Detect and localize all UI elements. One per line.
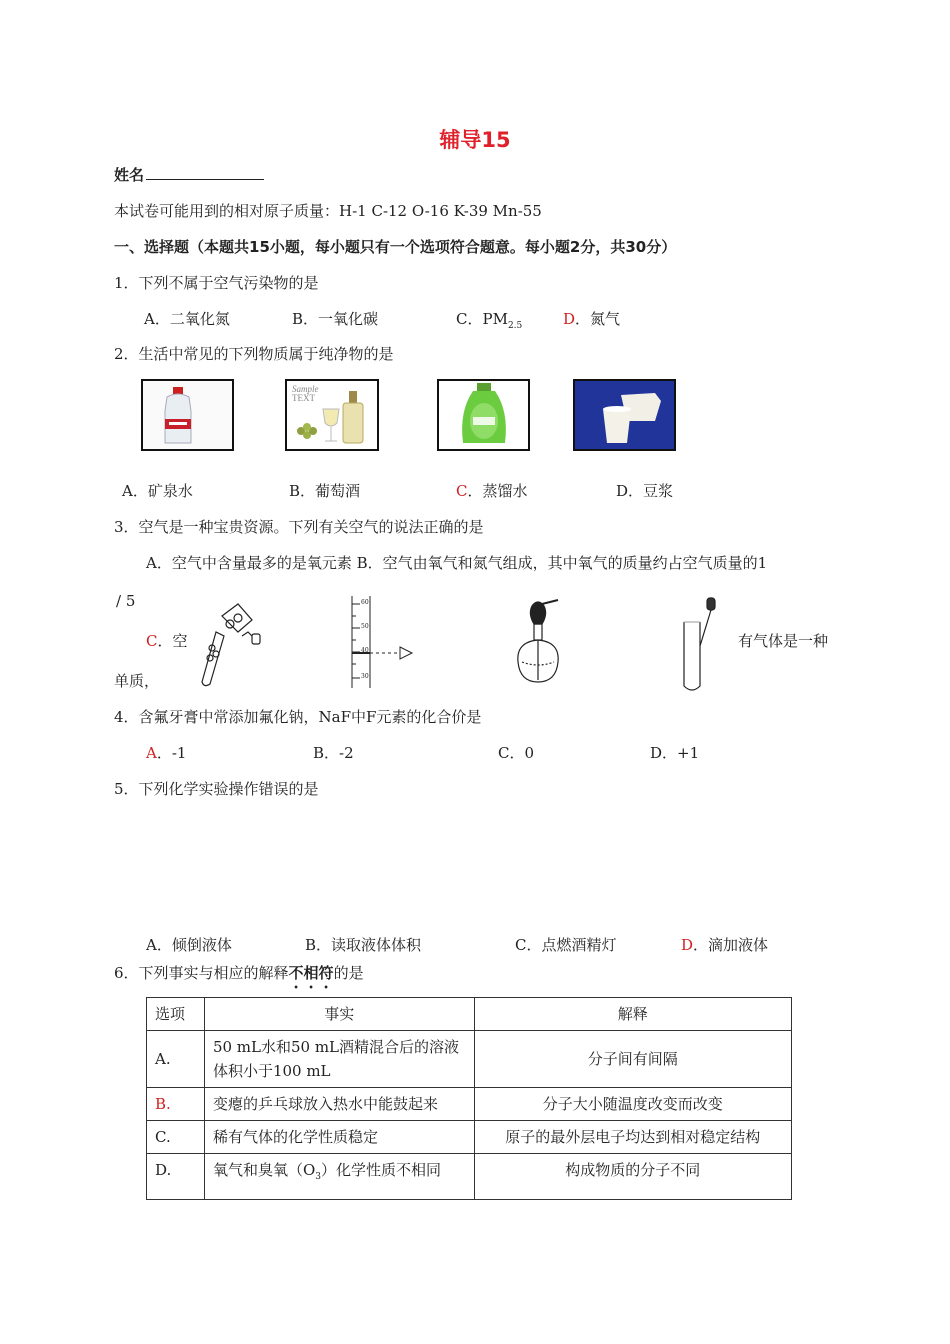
q4-a-letter: A [146, 744, 157, 762]
q1-c-sub: 2.5 [507, 321, 523, 331]
page-title: 辅导15 [439, 128, 511, 152]
q5-option-a[interactable]: A．倾倒液体 [146, 936, 232, 954]
row-reason: 分子间有间隔 [474, 1031, 791, 1088]
q1-c-text: C．PM [456, 310, 508, 328]
row-option: C. [147, 1121, 205, 1154]
row-fact: 稀有气体的化学性质稳定 [204, 1121, 474, 1154]
row-option: A. [147, 1031, 205, 1088]
q2-option-b[interactable]: B．葡萄酒 [289, 482, 361, 500]
q4-option-c[interactable]: C．0 [498, 744, 535, 762]
header-option: 选项 [147, 998, 205, 1031]
name-field[interactable] [114, 164, 264, 185]
q1-option-d[interactable] [563, 308, 620, 329]
row-option: B. [147, 1088, 205, 1121]
row-reason: 原子的最外层电子均达到相对稳定结构 [474, 1121, 791, 1154]
soy-milk-image [573, 379, 676, 451]
q3-c-letter: C [146, 632, 158, 650]
pour-liquid-image [186, 596, 266, 690]
q5-d-text: ．滴加液体 [693, 936, 769, 954]
distilled-water-image [437, 379, 530, 451]
q1-option-c[interactable] [456, 308, 522, 331]
q3-option-c[interactable] [146, 630, 188, 651]
q1-option-a[interactable]: A．二氧化氮 [144, 310, 230, 328]
cyl-label-40: 40 [361, 647, 369, 654]
drip-liquid-image [676, 596, 724, 694]
q1-d-text: ．氮气 [575, 310, 621, 328]
header-fact: 事实 [204, 998, 474, 1031]
q5-option-d[interactable] [681, 934, 768, 955]
row-fact: 50 mL水和50 mL酒精混合后的溶液体积小于100 mL [204, 1031, 474, 1088]
q2-option-d[interactable]: D．豆浆 [616, 482, 674, 500]
q1-option-b[interactable]: B．一氧化碳 [292, 310, 379, 328]
row-fact: 变瘪的乒乓球放入热水中能鼓起来 [204, 1088, 474, 1121]
row-fact-post: ）化学性质不相同 [320, 1161, 441, 1179]
wine-text-label: TEXT [292, 393, 315, 403]
cyl-label-50: 50 [361, 623, 369, 630]
table-row[interactable] [147, 1088, 792, 1121]
q6-stem [114, 962, 364, 992]
cyl-label-60: 60 [361, 599, 369, 606]
table-row[interactable] [147, 1121, 792, 1154]
mineral-water-image [141, 379, 234, 451]
q6-stem-pre: 6．下列事实与相应的解释 [114, 964, 289, 982]
row-fact [204, 1154, 474, 1200]
q6-stem-post: 的是 [333, 964, 364, 982]
q3-tail: 有气体是一种 [738, 632, 829, 650]
q4-stem: 4．含氟牙膏中常添加氟化钠，NaF中F元素的化合价是 [114, 708, 482, 726]
q5-option-c[interactable]: C．点燃酒精灯 [515, 936, 617, 954]
q2-c-letter: C [456, 482, 468, 500]
row-fact-pre: 氧气和臭氧（O [212, 1161, 316, 1179]
wine-image [285, 379, 379, 451]
q2-stem: 2．生活中常见的下列物质属于纯净物的是 [114, 345, 394, 363]
q4-option-d[interactable]: D．+1 [650, 744, 700, 762]
q3-stem: 3．空气是一种宝贵资源。下列有关空气的说法正确的是 [114, 518, 484, 536]
name-blank[interactable] [146, 165, 264, 180]
q5-stem: 5．下列化学实验操作错误的是 [114, 780, 319, 798]
q1-d-letter: D [563, 310, 576, 328]
row-reason: 分子大小随温度改变而改变 [474, 1088, 791, 1121]
table-row[interactable] [147, 1031, 792, 1088]
q2-option-c[interactable] [456, 480, 528, 501]
q3-frac: / 5 [116, 592, 136, 610]
q4-option-b[interactable]: B．-2 [313, 744, 354, 762]
alcohol-lamp-image [508, 596, 574, 688]
row-option: D. [147, 1154, 205, 1200]
header-reason: 解释 [474, 998, 791, 1031]
q2-c-text: ．蒸馏水 [467, 482, 528, 500]
facts-table [146, 997, 792, 1200]
q6-stem-emphasis: 不相符 [288, 964, 334, 982]
name-label: 姓名 [114, 166, 145, 184]
wine-sample-label: Sample [292, 384, 319, 394]
section-heading: 一、选择题（本题共15小题，每小题只有一个选项符合题意。每小题2分，共30分） [114, 238, 677, 256]
q5-option-b[interactable]: B．读取液体体积 [305, 936, 422, 954]
q5-d-letter: D [681, 936, 694, 954]
q3-tail2: 单质， [114, 672, 160, 690]
q4-option-a[interactable] [146, 742, 186, 763]
cyl-label-30: 30 [361, 673, 369, 680]
q3-c-text: ．空 [157, 632, 188, 650]
table-row[interactable] [147, 1154, 792, 1200]
atomic-masses: 本试卷可能用到的相对原子质量：H-1 C-12 O-16 K-39 Mn-55 [114, 202, 542, 220]
row-reason: 构成物质的分子不同 [474, 1154, 791, 1200]
table-header-row [147, 998, 792, 1031]
row-fact-sub: 3 [315, 1172, 321, 1182]
q1-stem: 1．下列不属于空气污染物的是 [114, 274, 319, 292]
q4-a-text: ．-1 [156, 744, 187, 762]
q3-options-ab[interactable]: A．空气中含量最多的是氧元素 B．空气由氧气和氮气组成，其中氧气的质量约占空气质量的1 [146, 554, 768, 572]
read-volume-image [342, 592, 422, 690]
q2-option-a[interactable]: A．矿泉水 [122, 482, 193, 500]
